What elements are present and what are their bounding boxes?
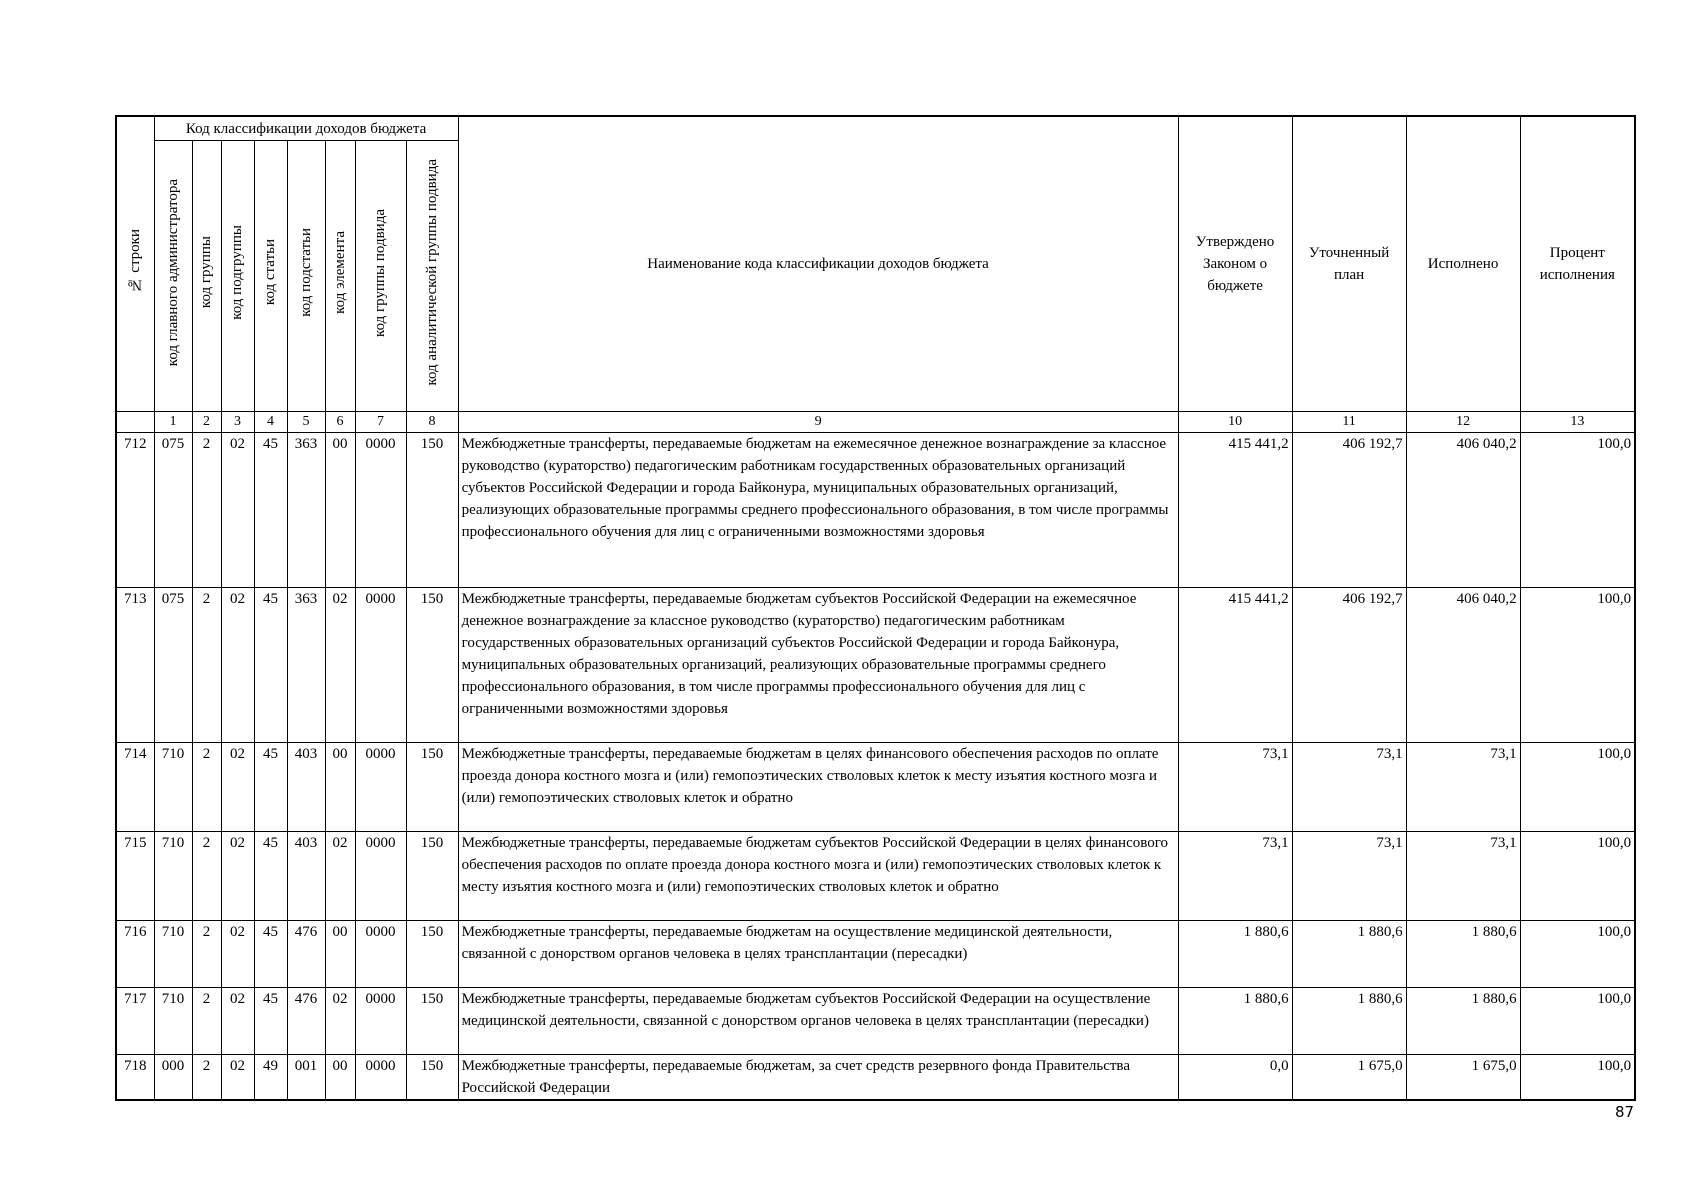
column-number-row xyxy=(116,412,1635,433)
percent-value: 100,0 xyxy=(1520,588,1635,743)
row-number: 717 xyxy=(116,988,154,1055)
group-code: 2 xyxy=(192,588,221,743)
column-number: 3 xyxy=(221,412,254,433)
column-number: 7 xyxy=(355,412,406,433)
admin-code: 710 xyxy=(154,743,192,832)
group-code: 2 xyxy=(192,988,221,1055)
subtype-group-code: 0000 xyxy=(355,832,406,921)
approved-value: 1 880,6 xyxy=(1178,988,1292,1055)
table-row xyxy=(116,921,1635,988)
subgroup-code: 02 xyxy=(221,832,254,921)
percent-value: 100,0 xyxy=(1520,921,1635,988)
header-article-code: код статьи xyxy=(254,141,287,412)
table-row xyxy=(116,832,1635,921)
subtype-group-code: 0000 xyxy=(355,921,406,988)
analytic-group-code: 150 xyxy=(406,588,458,743)
subarticle-code: 403 xyxy=(287,743,325,832)
column-number: 10 xyxy=(1178,412,1292,433)
row-number: 715 xyxy=(116,832,154,921)
revenue-code-name: Межбюджетные трансферты, передаваемые бюджетам в целях финансового обеспечения расходов по оплате проезда донора костного мозга и (или) гемопоэтических стволовых клеток к месту изъятия костного мозга и (или) гемопоэтических стволовых клеток и обратно xyxy=(458,743,1178,832)
header-plan: Уточненный план xyxy=(1292,116,1406,412)
header-subarticle-code: код подстатьи xyxy=(287,141,325,412)
executed-value: 1 880,6 xyxy=(1406,921,1520,988)
column-number xyxy=(116,412,154,433)
table-row xyxy=(116,743,1635,832)
analytic-group-code: 150 xyxy=(406,1055,458,1101)
group-code: 2 xyxy=(192,433,221,588)
approved-value: 0,0 xyxy=(1178,1055,1292,1101)
plan-value: 1 675,0 xyxy=(1292,1055,1406,1101)
subarticle-code: 476 xyxy=(287,921,325,988)
approved-value: 415 441,2 xyxy=(1178,433,1292,588)
approved-value: 73,1 xyxy=(1178,743,1292,832)
column-number: 4 xyxy=(254,412,287,433)
column-number: 13 xyxy=(1520,412,1635,433)
article-code: 49 xyxy=(254,1055,287,1101)
approved-value: 73,1 xyxy=(1178,832,1292,921)
percent-value: 100,0 xyxy=(1520,433,1635,588)
header-percent: Процент исполнения xyxy=(1520,116,1635,412)
subtype-group-code: 0000 xyxy=(355,1055,406,1101)
article-code: 45 xyxy=(254,921,287,988)
revenue-code-name: Межбюджетные трансферты, передаваемые бюджетам субъектов Российской Федерации в целях финансового обеспечения расходов по оплате проезда донора костного мозга и (или) гемопоэтических стволовых клеток к месту изъятия костного мозга и (или) гемопоэтических стволовых клеток и обратно xyxy=(458,832,1178,921)
header-group-code: код группы xyxy=(192,141,221,412)
approved-value: 1 880,6 xyxy=(1178,921,1292,988)
element-code: 02 xyxy=(325,988,355,1055)
revenue-code-name: Межбюджетные трансферты, передаваемые бюджетам, за счет средств резервного фонда Правительства Российской Федерации xyxy=(458,1055,1178,1101)
article-code: 45 xyxy=(254,743,287,832)
header-approved: Утверждено Законом о бюджете xyxy=(1178,116,1292,412)
element-code: 02 xyxy=(325,832,355,921)
column-number: 6 xyxy=(325,412,355,433)
percent-value: 100,0 xyxy=(1520,743,1635,832)
executed-value: 73,1 xyxy=(1406,743,1520,832)
admin-code: 075 xyxy=(154,588,192,743)
subgroup-code: 02 xyxy=(221,588,254,743)
table-row xyxy=(116,588,1635,743)
subgroup-code: 02 xyxy=(221,988,254,1055)
column-number: 5 xyxy=(287,412,325,433)
column-number: 11 xyxy=(1292,412,1406,433)
element-code: 00 xyxy=(325,433,355,588)
column-number: 2 xyxy=(192,412,221,433)
element-code: 00 xyxy=(325,743,355,832)
analytic-group-code: 150 xyxy=(406,988,458,1055)
table-row xyxy=(116,1055,1635,1101)
subtype-group-code: 0000 xyxy=(355,433,406,588)
column-number: 8 xyxy=(406,412,458,433)
element-code: 02 xyxy=(325,588,355,743)
admin-code: 710 xyxy=(154,832,192,921)
element-code: 00 xyxy=(325,921,355,988)
plan-value: 73,1 xyxy=(1292,743,1406,832)
plan-value: 1 880,6 xyxy=(1292,921,1406,988)
header-admin-code: код главного администратора xyxy=(154,141,192,412)
revenue-code-name: Межбюджетные трансферты, передаваемые бюджетам субъектов Российской Федерации на осуществление медицинской деятельности, связанной с донорством органов человека в целях трансплантации (пересадки) xyxy=(458,988,1178,1055)
row-number: 716 xyxy=(116,921,154,988)
header-executed: Исполнено xyxy=(1406,116,1520,412)
row-number: 718 xyxy=(116,1055,154,1101)
executed-value: 73,1 xyxy=(1406,832,1520,921)
plan-value: 73,1 xyxy=(1292,832,1406,921)
subtype-group-code: 0000 xyxy=(355,988,406,1055)
subtype-group-code: 0000 xyxy=(355,743,406,832)
subgroup-code: 02 xyxy=(221,743,254,832)
page-number: 87 xyxy=(1615,1103,1635,1121)
subgroup-code: 02 xyxy=(221,1055,254,1101)
executed-value: 406 040,2 xyxy=(1406,433,1520,588)
approved-value: 415 441,2 xyxy=(1178,588,1292,743)
subarticle-code: 363 xyxy=(287,433,325,588)
executed-value: 406 040,2 xyxy=(1406,588,1520,743)
admin-code: 000 xyxy=(154,1055,192,1101)
analytic-group-code: 150 xyxy=(406,743,458,832)
header-analytic-group-code: код аналитической группы подвида xyxy=(406,141,458,412)
row-number: 713 xyxy=(116,588,154,743)
revenue-code-name: Межбюджетные трансферты, передаваемые бюджетам на ежемесячное денежное вознаграждение за классное руководство (кураторство) педагогическим работникам государственных образовательных организаций субъектов Российской Федерации и города Байконура, муниципальных образовательных организаций, реализующих образовательные программы среднего профессионального образования, в том числе программы профессионального обучения для лиц с ограниченными возможностями здоровья xyxy=(458,433,1178,588)
analytic-group-code: 150 xyxy=(406,921,458,988)
article-code: 45 xyxy=(254,433,287,588)
header-code-group: Код классификации доходов бюджета xyxy=(154,116,458,141)
revenue-code-name: Межбюджетные трансферты, передаваемые бюджетам на осуществление медицинской деятельности, связанной с донорством органов человека в целях трансплантации (пересадки) xyxy=(458,921,1178,988)
subarticle-code: 476 xyxy=(287,988,325,1055)
article-code: 45 xyxy=(254,588,287,743)
admin-code: 710 xyxy=(154,988,192,1055)
column-number: 9 xyxy=(458,412,1178,433)
percent-value: 100,0 xyxy=(1520,832,1635,921)
budget-revenue-table xyxy=(115,115,1636,1101)
revenue-code-name: Межбюджетные трансферты, передаваемые бюджетам субъектов Российской Федерации на ежемесячное денежное вознаграждение за классное руководство (кураторство) педагогическим работникам государственных образовательных организаций субъектов Российской Федерации и города Байконура, муниципальных образовательных организаций, реализующих образовательные программы среднего профессионального образования, в том числе программы профессионального обучения для лиц с ограниченными возможностями здоровья xyxy=(458,588,1178,743)
table-row xyxy=(116,988,1635,1055)
column-number: 12 xyxy=(1406,412,1520,433)
group-code: 2 xyxy=(192,832,221,921)
plan-value: 406 192,7 xyxy=(1292,433,1406,588)
subgroup-code: 02 xyxy=(221,433,254,588)
row-number: 714 xyxy=(116,743,154,832)
column-number: 1 xyxy=(154,412,192,433)
header-name: Наименование кода классификации доходов бюджета xyxy=(458,116,1178,412)
percent-value: 100,0 xyxy=(1520,988,1635,1055)
subtype-group-code: 0000 xyxy=(355,588,406,743)
admin-code: 710 xyxy=(154,921,192,988)
executed-value: 1 675,0 xyxy=(1406,1055,1520,1101)
header-subtype-group-code: код группы подвида xyxy=(355,141,406,412)
plan-value: 406 192,7 xyxy=(1292,588,1406,743)
analytic-group-code: 150 xyxy=(406,433,458,588)
subarticle-code: 001 xyxy=(287,1055,325,1101)
header-row-number: № строки xyxy=(116,116,154,412)
admin-code: 075 xyxy=(154,433,192,588)
header-element-code: код элемента xyxy=(325,141,355,412)
header-subgroup-code: код подгруппы xyxy=(221,141,254,412)
element-code: 00 xyxy=(325,1055,355,1101)
row-number: 712 xyxy=(116,433,154,588)
plan-value: 1 880,6 xyxy=(1292,988,1406,1055)
subgroup-code: 02 xyxy=(221,921,254,988)
subarticle-code: 363 xyxy=(287,588,325,743)
group-code: 2 xyxy=(192,921,221,988)
group-code: 2 xyxy=(192,743,221,832)
executed-value: 1 880,6 xyxy=(1406,988,1520,1055)
analytic-group-code: 150 xyxy=(406,832,458,921)
article-code: 45 xyxy=(254,988,287,1055)
article-code: 45 xyxy=(254,832,287,921)
table-row xyxy=(116,433,1635,588)
percent-value: 100,0 xyxy=(1520,1055,1635,1101)
group-code: 2 xyxy=(192,1055,221,1101)
subarticle-code: 403 xyxy=(287,832,325,921)
